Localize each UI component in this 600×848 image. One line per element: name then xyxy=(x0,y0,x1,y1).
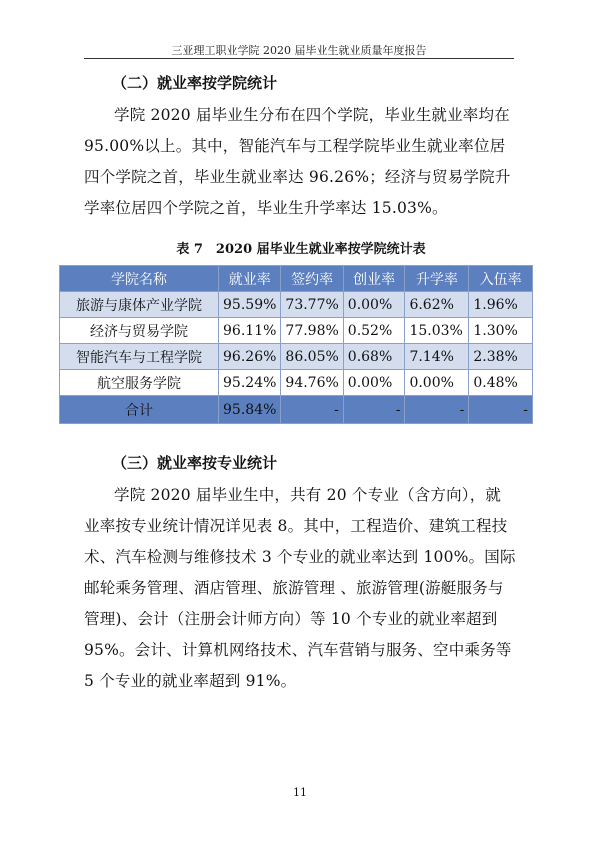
paragraph-line: 学率位居四个学院之首，毕业生升学率达 15.03%。 xyxy=(84,199,448,217)
cell-college-name: 智能汽车与工程学院 xyxy=(60,344,219,370)
cell-value: 73.77% xyxy=(281,292,343,318)
cell-value: 77.98% xyxy=(281,318,343,344)
table-header-row xyxy=(60,266,533,292)
cell-value: 0.00% xyxy=(405,370,469,396)
header-contract-rate: 签约率 xyxy=(281,266,343,292)
paragraph-line: 业率按专业统计情况详见表 8。其中，工程造价、建筑工程技 xyxy=(84,517,508,535)
cell-total-value: - xyxy=(343,396,405,424)
table-total-row xyxy=(60,396,533,424)
header-further-study-rate: 升学率 xyxy=(405,266,469,292)
cell-value: 1.96% xyxy=(469,292,533,318)
table-row xyxy=(60,370,533,396)
college-employment-table xyxy=(59,265,533,424)
cell-value: 95.24% xyxy=(219,370,281,396)
cell-value: 0.00% xyxy=(343,370,405,396)
header-employment-rate: 就业率 xyxy=(219,266,281,292)
header-startup-rate: 创业率 xyxy=(343,266,405,292)
paragraph-line: 术、汽车检测与维修技术 3 个专业的就业率达到 100%。国际 xyxy=(84,548,516,566)
cell-total-value: - xyxy=(281,396,343,424)
cell-value: 96.26% xyxy=(219,344,281,370)
cell-college-name: 旅游与康体产业学院 xyxy=(60,292,219,318)
table-row xyxy=(60,344,533,370)
cell-value: 0.48% xyxy=(469,370,533,396)
cell-value: 94.76% xyxy=(281,370,343,396)
cell-value: 96.11% xyxy=(219,318,281,344)
page-number: 11 xyxy=(293,786,307,799)
paragraph-line: 邮轮乘务管理、酒店管理、旅游管理 、旅游管理(游艇服务与 xyxy=(84,579,504,597)
cell-college-name: 经济与贸易学院 xyxy=(60,318,219,344)
cell-total-value: - xyxy=(469,396,533,424)
cell-value: 86.05% xyxy=(281,344,343,370)
header-enlistment-rate: 入伍率 xyxy=(469,266,533,292)
section-3-title: （三）就业率按专业统计 xyxy=(112,454,278,472)
table-caption: 表 7 2020 届毕业生就业率按学院统计表 xyxy=(176,242,426,257)
cell-total-value: - xyxy=(405,396,469,424)
paragraph-line: 四个学院之首，毕业生就业率达 96.26%；经济与贸易学院升 xyxy=(84,168,511,186)
paragraph-line: 学院 2020 届毕业生中，共有 20 个专业（含方向），就 xyxy=(114,486,502,504)
cell-value: 0.00% xyxy=(343,292,405,318)
cell-value: 0.52% xyxy=(343,318,405,344)
table-row xyxy=(60,318,533,344)
cell-value: 2.38% xyxy=(469,344,533,370)
cell-value: 7.14% xyxy=(405,344,469,370)
cell-value: 6.62% xyxy=(405,292,469,318)
section-3-paragraph xyxy=(84,480,518,697)
table-row xyxy=(60,292,533,318)
section-2-paragraph xyxy=(84,100,518,224)
cell-value: 1.30% xyxy=(469,318,533,344)
section-2-title: （二）就业率按学院统计 xyxy=(112,74,278,92)
cell-value: 15.03% xyxy=(405,318,469,344)
paragraph-line: 5 个专业的就业率超到 91%。 xyxy=(84,672,297,690)
running-header: 三亚理工职业学院 2020 届毕业生就业质量年度报告 xyxy=(171,44,427,57)
header-college-name: 学院名称 xyxy=(60,266,219,292)
cell-value: 0.68% xyxy=(343,344,405,370)
paragraph-line: 学院 2020 届毕业生分布在四个学院，毕业生就业率均在 xyxy=(114,106,510,124)
paragraph-line: 95%。会计、计算机网络技术、汽车营销与服务、空中乘务等 xyxy=(84,641,512,659)
paragraph-line: 95.00%以上。其中，智能汽车与工程学院毕业生就业率位居 xyxy=(84,137,506,155)
paragraph-line: 管理)、会计（注册会计师方向）等 10 个专业的就业率超到 xyxy=(84,610,498,628)
header-rule xyxy=(84,58,514,59)
cell-total-value: 95.84% xyxy=(219,396,281,424)
cell-total-label: 合计 xyxy=(60,396,219,424)
cell-college-name: 航空服务学院 xyxy=(60,370,219,396)
cell-value: 95.59% xyxy=(219,292,281,318)
